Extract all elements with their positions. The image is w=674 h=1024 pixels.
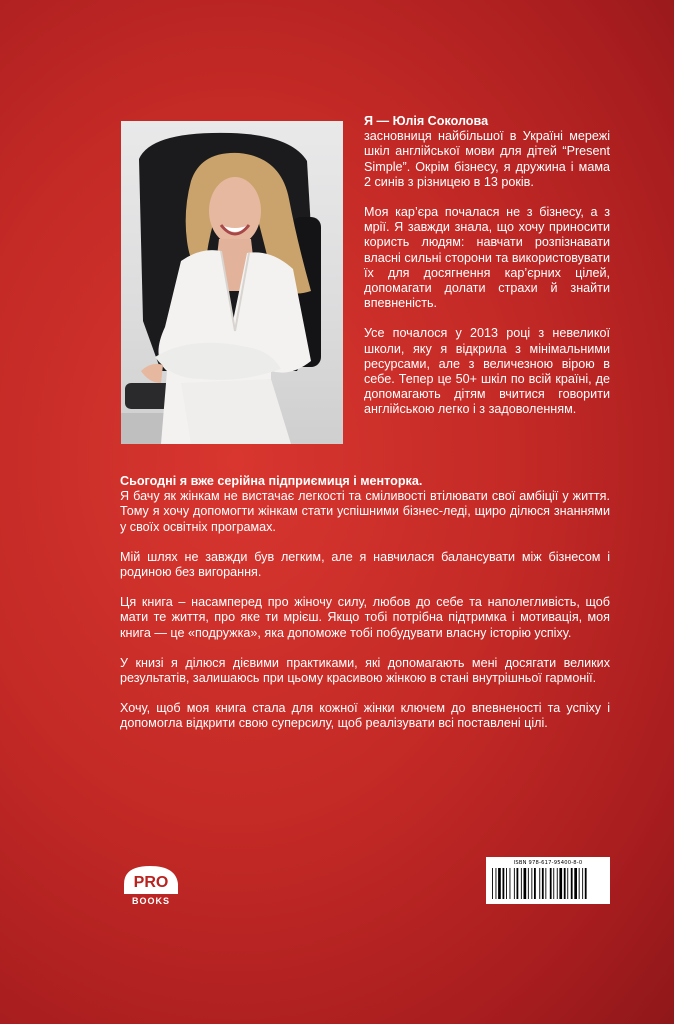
author-name-heading: Я — Юлія Соколова (364, 114, 489, 128)
barcode-bar (498, 868, 501, 899)
barcode-bar (492, 868, 493, 899)
author-bio-paragraph-2: Моя кар’єра почалася не з бізнесу, а з мрії. Я завжди знала, що хочу приносити користь людям: навчати розпізнавати власні сильні сторони та використовувати їх для досягнення кар’єрних цілей, допомагати долати страхи й знайти впевненість. (364, 205, 610, 311)
isbn-barcode (486, 857, 610, 904)
barcode-bar (585, 868, 587, 899)
barcode-bar (582, 868, 583, 899)
description-text-1: Я бачу як жінкам не вистачає легкості та сміливості втілювати свої амбіції у життя. Тому я хочу допомогти жінкам стати успішними бізнес-леді, щиро ділюся знаннями у своїх освітніх програмах. (120, 489, 610, 534)
barcode-bar (517, 868, 519, 899)
author-photo (121, 121, 343, 444)
barcode-bar (503, 868, 505, 899)
barcode-bar (553, 868, 554, 899)
logo-books-text: BOOKS (131, 896, 171, 906)
description-paragraph-1 (120, 474, 610, 535)
description-paragraph-5: Хочу, щоб моя книга стала для кожної жінки ключем до впевненості та успіху і допомогла відкрити свою суперсилу, щоб реалізувати всі поставлені цілі. (120, 701, 610, 731)
barcode-icon (486, 857, 610, 904)
barcode-bar (557, 868, 558, 899)
barcode-bar (574, 868, 577, 899)
barcode-bar (528, 868, 529, 899)
barcode-bar (510, 868, 511, 899)
author-bio-text-1: засновниця найбільшої в Україні мережі шкіл англійської мови для дітей “Present Simple”. Окрім бізнесу, я дружина і мама 2 синів з різницею в 13 років. (364, 129, 610, 189)
description-paragraph-3: Ця книга – насамперед про жіночу силу, любов до себе та наполегливість, щоб мати те життя, про яке ти мрієш. Якщо тобі потрібна підтримка і мотивація, моя книга — це «подружка», яка допоможе тобі побудувати власну історію успіху. (120, 595, 610, 640)
isbn-text: ISBN 978-617-95400-8-0 (513, 860, 583, 866)
barcode-bar (571, 868, 573, 899)
barcode-bar (579, 868, 580, 899)
barcode-bar (496, 868, 497, 899)
description-paragraph-2: Мій шлях не завжди був легким, але я навчилася балансувати між бізнесом і родиною без вигорання. (120, 549, 610, 580)
logo-pro-text: PRO (133, 874, 169, 891)
barcode-bar (506, 868, 507, 899)
barcode-bar (521, 868, 522, 899)
book-description (120, 474, 610, 747)
barcode-bar (531, 868, 532, 899)
barcode-bar (534, 868, 536, 899)
barcode-bar (564, 868, 566, 899)
barcode-bar (545, 868, 546, 899)
barcode-bar (514, 868, 515, 899)
author-bio-paragraph-3: Усе почалося у 2013 році з невеликої школи, яку я відкрила з мінімальними ресурсами, але з величезною вірою в себе. Тепер це 50+ шкіл по всій країні, де допомагають дітям вчитися говорити англійською легко і з задоволенням. (364, 326, 610, 417)
description-paragraph-4: У книзі я ділюся дієвими практиками, які допомагають мені досягати великих результатів, залишаюсь при цьому красивою жінкою в стані внутрішньої гармонії. (120, 655, 610, 686)
author-bio-paragraph-1 (364, 114, 610, 190)
author-bio (364, 114, 610, 433)
pro-books-logo-icon (120, 862, 182, 906)
barcode-bar (550, 868, 552, 899)
barcode-bar (542, 868, 544, 899)
barcode-bar (524, 868, 527, 899)
publisher-logo (120, 862, 182, 906)
author-portrait-icon (121, 121, 343, 444)
barcode-bar (559, 868, 562, 899)
barcode-bar (567, 868, 568, 899)
barcode-bar (539, 868, 540, 899)
description-heading: Сьогодні я вже серійна підприємиця і менторка. (120, 474, 423, 488)
